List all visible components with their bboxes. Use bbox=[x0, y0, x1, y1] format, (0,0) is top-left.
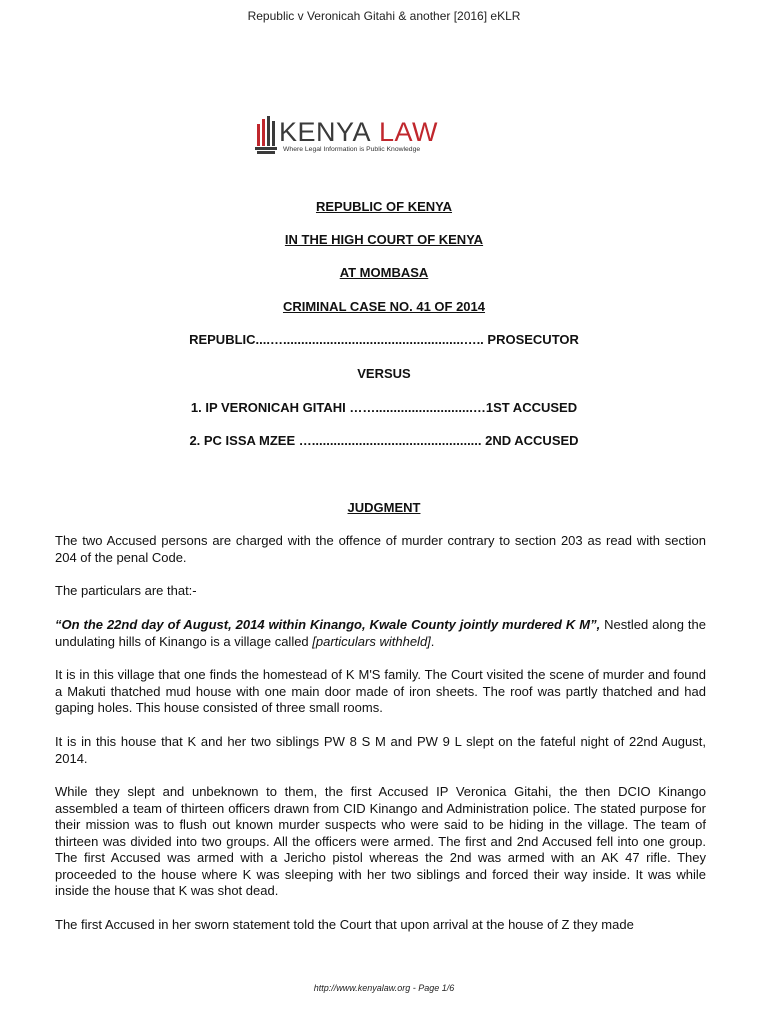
judgment-heading: JUDGMENT bbox=[347, 500, 421, 515]
court-heading: IN THE HIGH COURT OF KENYA bbox=[284, 232, 484, 247]
running-header: Republic v Veronicah Gitahi & another [2016] eKLR bbox=[247, 9, 521, 23]
paragraph-first-accused-statement: The first Accused in her sworn statement told the Court that upon arrival at the house of Z they made bbox=[55, 917, 634, 932]
particulars-withheld: [particulars withheld] bbox=[312, 633, 431, 649]
versus-line: VERSUS bbox=[357, 366, 411, 381]
location-heading: AT MOMBASA bbox=[339, 265, 429, 280]
first-accused-line: 1. IP VERONICAH GITAHI ……...........................…1ST ACCUSED bbox=[190, 400, 578, 415]
particulars-end: . bbox=[430, 633, 435, 649]
logo-word-kenya: KENYA bbox=[279, 117, 372, 147]
paragraph-homestead: It is in this village that one finds the homestead of K M'S family. The Court visited the scene of murder and found a Makuti thatched mud house with one main door made of iron sheets. The roof was partly thatched and had gaping holes. This house consisted of three small rooms. bbox=[55, 667, 706, 715]
page-footer: http://www.kenyalaw.org - Page 1/6 bbox=[313, 983, 455, 993]
prosecutor-line: REPUBLIC....…..................................................….. PROSECUTOR bbox=[189, 332, 579, 347]
logo-tagline: Where Legal Information is Public Knowledge bbox=[283, 146, 421, 153]
paragraph-operation: While they slept and unbeknown to them, the first Accused IP Veronica Gitahi, the then DCIO Kinango assembled a team of thirteen officers drawn from CID Kinango and Administration police. The stated purpose for their mission was to flush out known murder suspects who were said to be hiding in the village. The team of thirteen was divided into two groups. All the officers were armed. The first and 2nd Accused fell into one group. The first Accused was armed with a Jericho pistol whereas the 2nd was armed with an AK 47 rifle. They proceeded to the house where K was sleeping with her two siblings and forced their way inside. It was while inside the house that K was shot dead. bbox=[55, 784, 706, 898]
logo-wordmark bbox=[279, 117, 438, 147]
kenya-law-logo bbox=[255, 114, 470, 162]
paragraph-house: It is in this house that K and her two siblings PW 8 S M and PW 9 L slept on the fateful night of 22nd August, 2014. bbox=[55, 734, 706, 766]
second-accused-line: 2. PC ISSA MZEE …............................................... 2ND ACCUSED bbox=[189, 433, 579, 448]
particulars-quote: “On the 22nd day of August, 2014 within Kinango, Kwale County jointly murdered K M”, bbox=[55, 617, 601, 632]
paragraph-particulars bbox=[55, 617, 706, 650]
paragraph-charges: The two Accused persons are charged with the offence of murder contrary to section 203 as read with section 204 of the penal Code. bbox=[55, 533, 706, 565]
logo-word-law: LAW bbox=[379, 117, 439, 147]
particulars-rest: Nestled along the undulating hills of Kinango is a village called bbox=[55, 617, 707, 649]
case-number-heading: CRIMINAL CASE NO. 41 OF 2014 bbox=[282, 299, 486, 314]
republic-heading: REPUBLIC OF KENYA bbox=[315, 199, 453, 214]
pillars-icon bbox=[255, 114, 277, 156]
paragraph-particulars-intro: The particulars are that:- bbox=[55, 583, 197, 598]
